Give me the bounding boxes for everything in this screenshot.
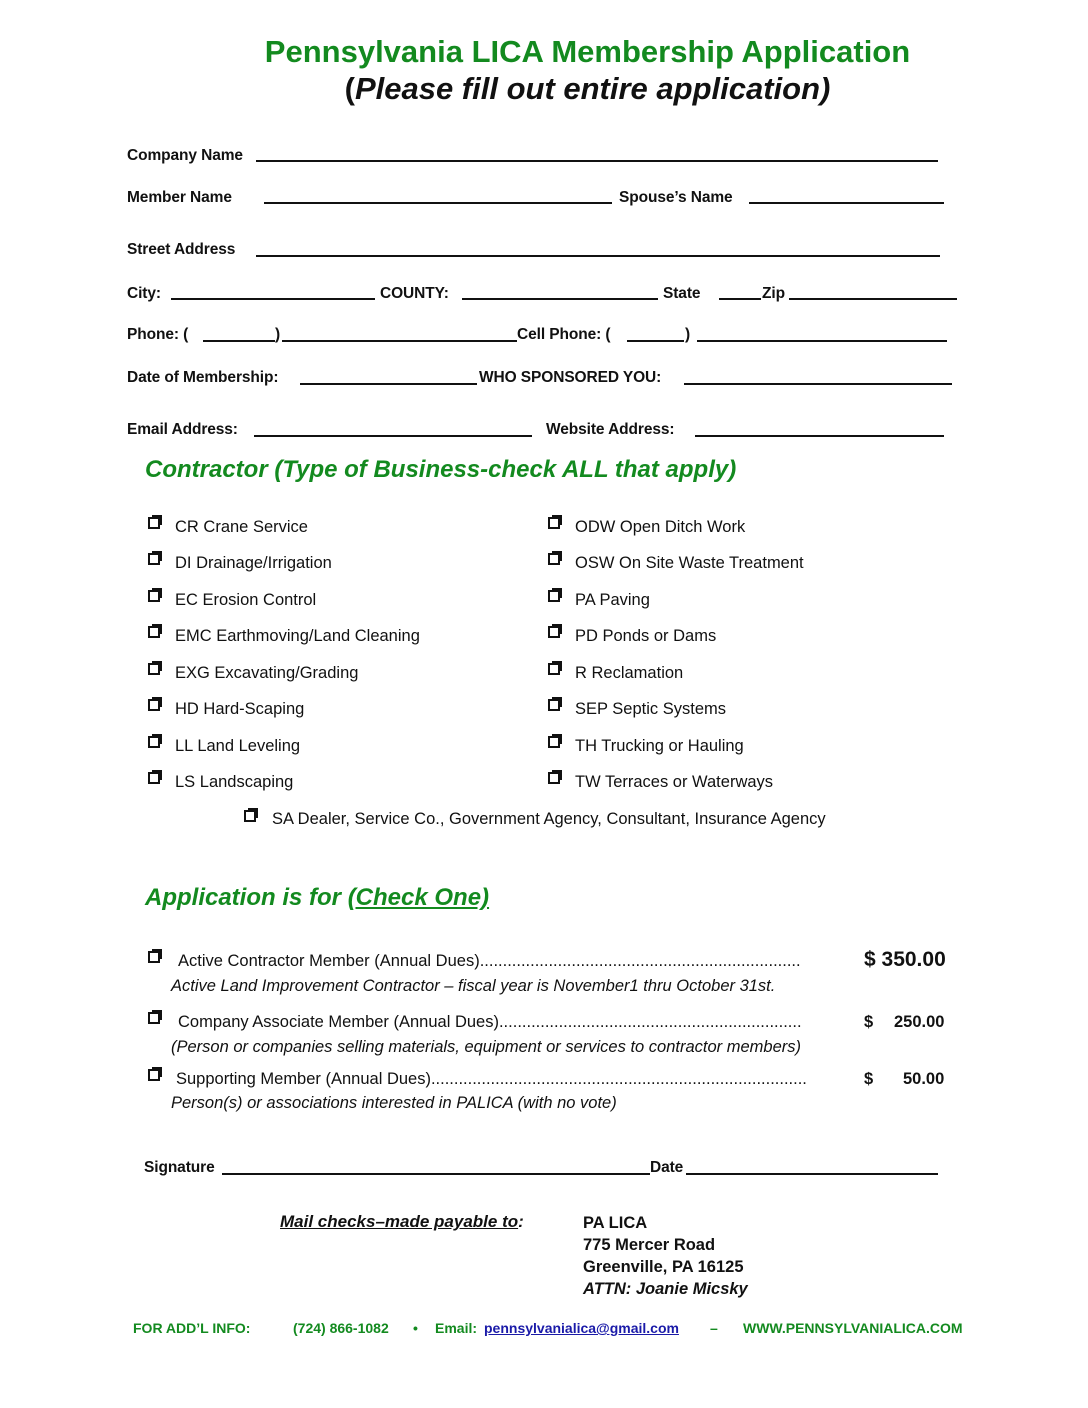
mail-checks-text: Mail checks–made payable to [280, 1212, 519, 1231]
option-left-label: LL Land Leveling [175, 737, 301, 755]
option-right-label: PD Ponds or Dams [575, 627, 717, 645]
signature-label: Signature [144, 1159, 215, 1176]
checkbox-left-0[interactable] [148, 517, 160, 529]
checkbox-right-0[interactable] [548, 517, 560, 529]
option-left-label: HD Hard-Scaping [175, 700, 305, 718]
page-title: Pennsylvania LICA Membership Application [264, 34, 911, 69]
checkbox-right-7[interactable] [548, 772, 560, 784]
zip-field[interactable] [789, 298, 957, 300]
contractor-heading: Contractor (Type of Business-check ALL that apply) [145, 456, 737, 483]
option-left-label: CR Crane Service [175, 518, 308, 536]
option-right-label: OSW On Site Waste Treatment [575, 554, 804, 572]
city-label: City: [127, 285, 161, 302]
checkbox-left-4[interactable] [148, 663, 160, 675]
member-name-label: Member Name [127, 189, 232, 206]
cell-area-field[interactable] [627, 340, 684, 342]
option-left-label: EXG Excavating/Grading [175, 664, 359, 682]
checkbox-sa[interactable] [244, 810, 256, 822]
option-right-label: TW Terraces or Waterways [575, 773, 774, 791]
city-field[interactable] [171, 298, 375, 300]
phone-close-paren: ) [275, 326, 281, 343]
checkbox-left-7[interactable] [148, 772, 160, 784]
footer-bullet: • [413, 1320, 418, 1336]
company-associate-dollar: $ [864, 1013, 874, 1031]
supporting-member-dollar: $ [864, 1070, 874, 1088]
cell-number-field[interactable] [697, 340, 947, 342]
footer-dash: – [710, 1320, 718, 1336]
state-label: State [663, 285, 701, 302]
county-label: COUNTY: [380, 285, 449, 302]
company-associate-price: 250.00 [894, 1013, 945, 1031]
checkbox-left-1[interactable] [148, 553, 160, 565]
footer-info-label: FOR ADD’L INFO: [133, 1320, 251, 1336]
footer-email[interactable] [484, 1320, 679, 1336]
spouse-name-field[interactable] [749, 202, 944, 204]
state-field[interactable] [719, 298, 761, 300]
option-right-label: PA Paving [575, 591, 650, 609]
footer-email-label: Email: [435, 1320, 478, 1336]
checkbox-left-6[interactable] [148, 736, 160, 748]
company-name-field[interactable] [256, 160, 938, 162]
option-left-label: EMC Earthmoving/Land Cleaning [175, 627, 420, 645]
who-sponsored-label: WHO SPONSORED YOU: [479, 369, 662, 386]
signature-field[interactable] [222, 1173, 650, 1175]
street-address-field[interactable] [256, 255, 940, 257]
page-subtitle [0, 71, 1088, 107]
active-contractor-note: Active Land Improvement Contractor – fiscal year is November1 thru October 31st. [171, 977, 776, 995]
phone-label: Phone: ( [127, 326, 189, 343]
checkbox-left-3[interactable] [148, 626, 160, 638]
subtitle-paren: ( [344, 71, 355, 106]
subtitle-text: Please fill out entire application) [354, 71, 831, 106]
date-field[interactable] [686, 1173, 938, 1175]
checkbox-active-contractor[interactable] [148, 951, 160, 963]
date-label: Date [650, 1159, 684, 1176]
footer-phone: (724) 866-1082 [293, 1320, 389, 1336]
email-label: Email Address: [127, 421, 238, 438]
mail-line-4: ATTN: Joanie Micsky [583, 1280, 748, 1298]
email-field[interactable] [254, 435, 532, 437]
website-label: Website Address: [546, 421, 675, 438]
phone-area-field[interactable] [203, 340, 275, 342]
phone-number-field[interactable] [282, 340, 517, 342]
cell-close-paren: ) [685, 326, 691, 343]
application-heading-check: (Check One) [347, 884, 490, 911]
company-associate-label: Company Associate Member (Annual Dues).................................................................. [178, 1013, 802, 1031]
supporting-member-note: Person(s) or associations interested in PALICA (with no vote) [171, 1094, 617, 1112]
street-address-label: Street Address [127, 241, 236, 258]
active-contractor-label: Active Contractor Member (Annual Dues)...................................................................... [178, 952, 801, 970]
checkbox-right-3[interactable] [548, 626, 560, 638]
option-sa-label: SA Dealer, Service Co., Government Agency, Consultant, Insurance Agency [272, 810, 826, 828]
checkbox-right-5[interactable] [548, 699, 560, 711]
option-right-label: TH Trucking or Hauling [575, 737, 744, 755]
mail-line-2: 775 Mercer Road [583, 1236, 716, 1254]
date-of-membership-label: Date of Membership: [127, 369, 279, 386]
checkbox-right-4[interactable] [548, 663, 560, 675]
company-name-label: Company Name [127, 147, 243, 164]
who-sponsored-field[interactable] [684, 383, 952, 385]
application-heading [145, 884, 489, 912]
checkbox-left-2[interactable] [148, 590, 160, 602]
footer-email-link[interactable]: pennsylvanialica@gmail.com [484, 1320, 679, 1336]
website-field[interactable] [695, 435, 944, 437]
checkbox-company-associate[interactable] [148, 1012, 160, 1024]
checkbox-right-6[interactable] [548, 736, 560, 748]
option-left-label: LS Landscaping [175, 773, 294, 791]
application-heading-prefix: Application is for [145, 884, 348, 911]
supporting-member-label: Supporting Member (Annual Dues).................................................................................. [176, 1070, 807, 1088]
option-right-label: ODW Open Ditch Work [575, 518, 746, 536]
cell-phone-label: Cell Phone: ( [517, 326, 611, 343]
active-contractor-price: $ 350.00 [864, 948, 946, 971]
company-associate-note: (Person or companies selling materials, equipment or services to contractor members) [171, 1038, 801, 1056]
supporting-member-price: 50.00 [903, 1070, 945, 1088]
option-left-label: EC Erosion Control [175, 591, 317, 609]
option-right-label: SEP Septic Systems [575, 700, 727, 718]
zip-label: Zip [762, 285, 785, 302]
checkbox-right-1[interactable] [548, 553, 560, 565]
county-field[interactable] [462, 298, 658, 300]
mail-line-3: Greenville, PA 16125 [583, 1258, 744, 1276]
checkbox-left-5[interactable] [148, 699, 160, 711]
checkbox-supporting-member[interactable] [148, 1069, 160, 1081]
mail-line-1: PA LICA [583, 1214, 648, 1232]
mail-address [583, 1212, 748, 1300]
checkbox-right-2[interactable] [548, 590, 560, 602]
option-left-label: DI Drainage/Irrigation [175, 554, 332, 572]
option-right-label: R Reclamation [575, 664, 684, 682]
spouse-name-label: Spouse’s Name [619, 189, 733, 206]
mail-checks-label [280, 1212, 524, 1232]
footer-website[interactable]: WWW.PENNSYLVANIALICA.COM [743, 1320, 963, 1336]
mail-checks-colon: : [518, 1212, 524, 1231]
date-of-membership-field[interactable] [300, 383, 477, 385]
member-name-field[interactable] [264, 202, 612, 204]
